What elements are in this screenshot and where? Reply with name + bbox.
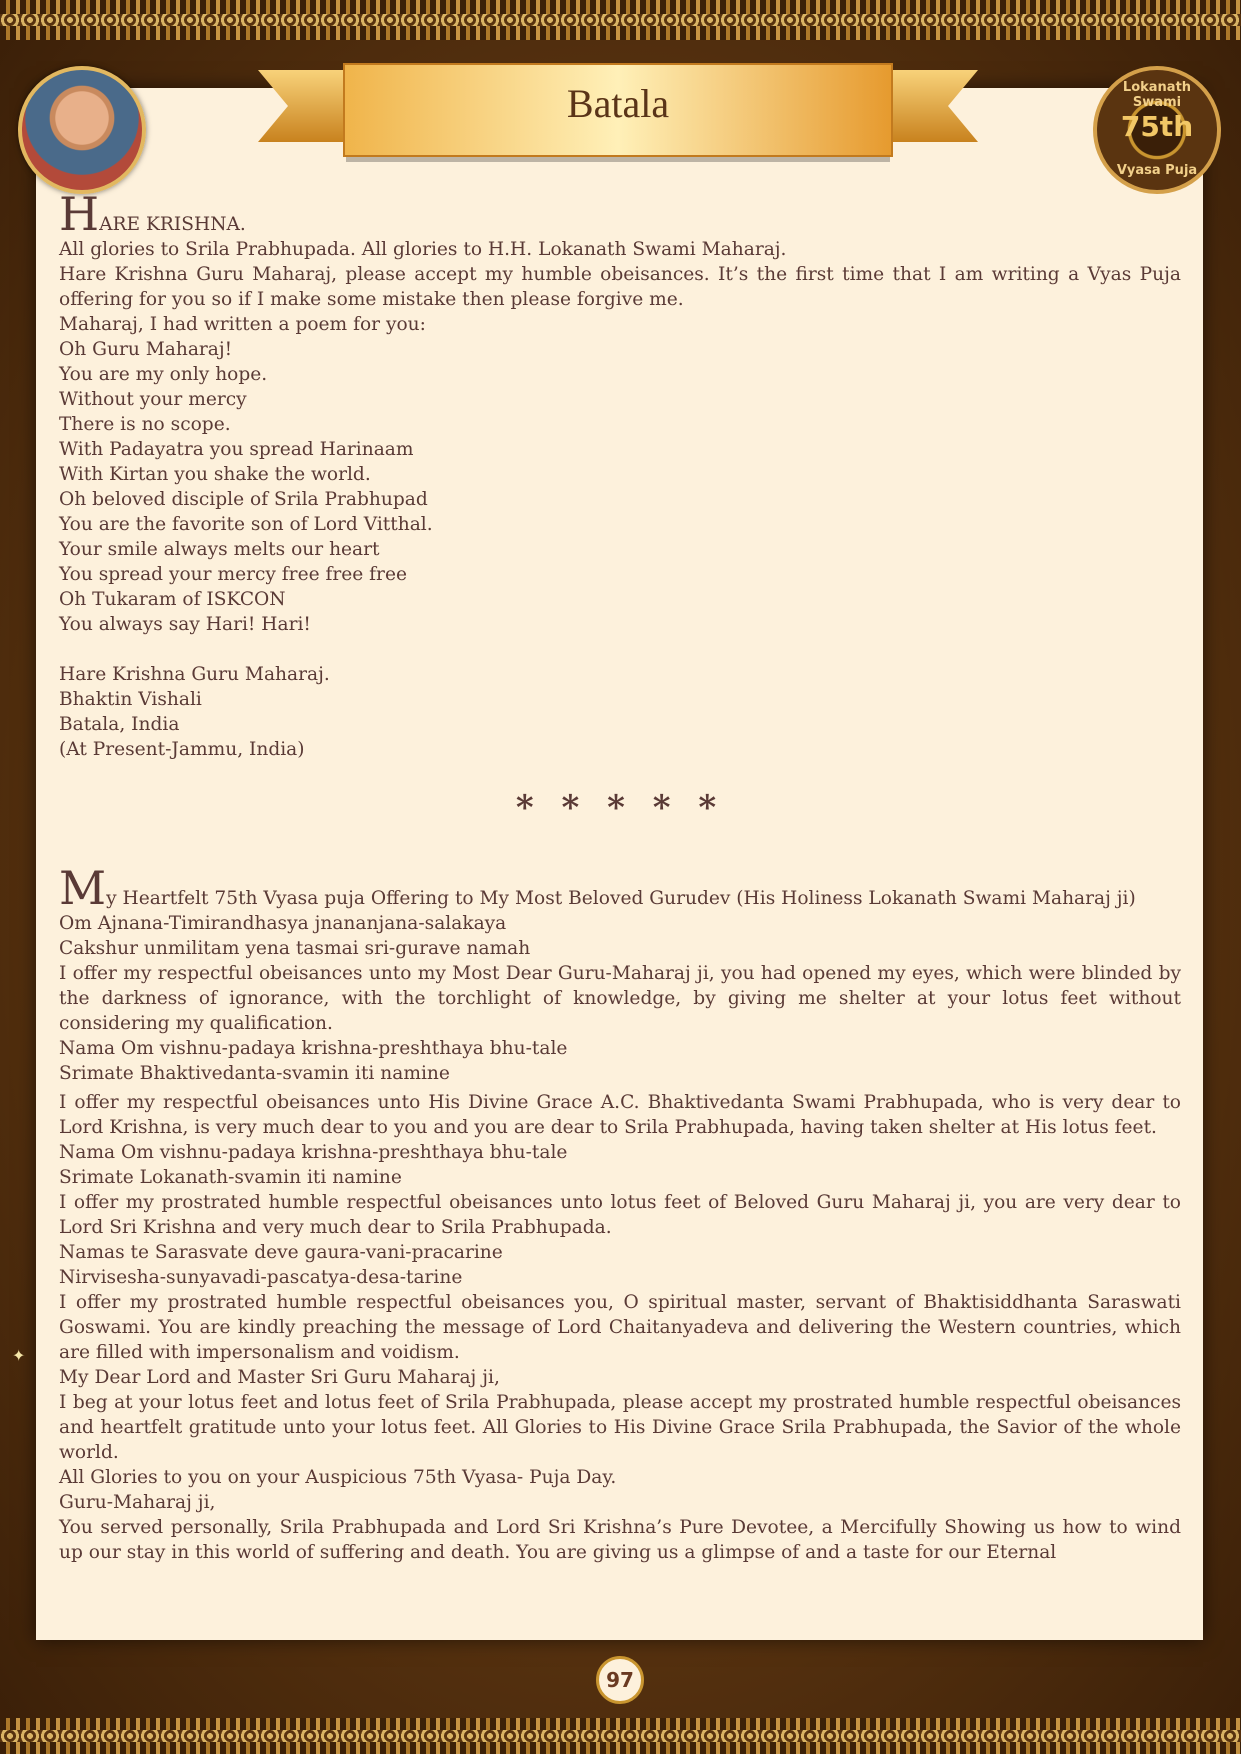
sparkle-icon: ✦ xyxy=(12,1346,26,1365)
mantra-line: Nama Om vishnu-padaya krishna-preshthaya bhu-tale xyxy=(59,1142,568,1163)
top-decorative-border xyxy=(0,0,1241,40)
poem-line: Oh Tukaram of ISKCON xyxy=(59,589,286,610)
poem-line: Oh Guru Maharaj! xyxy=(59,339,233,360)
guru-portrait-photo xyxy=(18,66,146,194)
poem-line: Oh beloved disciple of Srila Prabhupad xyxy=(59,489,428,510)
dropcap: M xyxy=(59,861,107,915)
bottom-decorative-border xyxy=(0,1718,1241,1754)
dropcap: H xyxy=(59,187,100,241)
title-banner xyxy=(258,50,978,170)
mantra-line: Nirvisesha-sunyavadi-pascatya-desa-tarine xyxy=(59,1267,463,1288)
seal-number: 75th xyxy=(1120,110,1194,143)
poem-line: You are my only hope. xyxy=(59,364,268,385)
signature-line: Hare Krishna Guru Maharaj. xyxy=(59,664,330,685)
poem-line: Your smile always melts our heart xyxy=(59,539,380,560)
signature-line: Batala, India xyxy=(59,714,180,735)
poem-line: You always say Hari! Hari! xyxy=(59,614,311,635)
poem-line: Without your mercy xyxy=(59,389,247,410)
text-line: I offer my prostrated humble respectful obeisances unto lotus feet of Beloved Guru Maharaj ji, you are very dear to Lord Sri Krishna and very much dear to Srila Prabhupada. xyxy=(59,1192,1181,1238)
text-line: Maharaj, I had written a poem for you: xyxy=(59,314,426,335)
mantra-line: Om Ajnana-Timirandhasya jnananjana-salakaya xyxy=(59,913,507,934)
page-title: Batala xyxy=(566,81,670,126)
poem-line: You spread your mercy free free free xyxy=(59,564,407,585)
text-line: Hare Krishna Guru Maharaj, please accept my humble obeisances. It’s the first time that I am writing a Vyas Puja offering for you so if I make some mistake then please forgive me. xyxy=(59,264,1181,310)
text-line: I beg at your lotus feet and lotus feet of Srila Prabhupada, please accept my prostrated humble respectful obeisances and heartfelt gratitude unto your lotus feet. All Glories to His Divine Grace Srila Prabhupada, the Savior of the whole world. xyxy=(59,1392,1181,1463)
text-line: You served personally, Srila Prabhupada and Lord Sri Krishna’s Pure Devotee, a Mercifully Showing us how to wind up our stay in this world of suffering and death. You are giving us a glimpse of and a taste for our Eternal xyxy=(59,1517,1181,1563)
vyasa-puja-75th-seal-logo xyxy=(1093,66,1221,194)
text-line: All Glories to you on your Auspicious 75th Vyasa- Puja Day. xyxy=(59,1467,617,1488)
poem-line: You are the favorite son of Lord Vitthal. xyxy=(59,514,433,535)
text-line: My Dear Lord and Master Sri Guru Maharaj ji, xyxy=(59,1367,500,1388)
text-line: All glories to Srila Prabhupada. All glories to H.H. Lokanath Swami Maharaj. xyxy=(59,239,787,260)
mantra-line: Cakshur unmilitam yena tasmai sri-gurave namah xyxy=(59,938,531,959)
poem-line: There is no scope. xyxy=(59,414,231,435)
page-number: 97 xyxy=(596,1656,644,1704)
poem-line: With Kirtan you shake the world. xyxy=(59,464,371,485)
text-line: Guru-Maharaj ji, xyxy=(59,1492,216,1513)
section-separator: * * * * * xyxy=(515,788,725,828)
mantra-line: Srimate Bhaktivedanta-svamin iti namine xyxy=(59,1063,450,1084)
seal-bottom-text: Vyasa Puja xyxy=(1116,163,1198,178)
offering-content xyxy=(59,187,1181,1565)
text-line: I offer my respectful obeisances unto my Most Dear Guru-Maharaj ji, you had opened my eyes, which were blinded by the darkness of ignorance, with the torchlight of knowledge, by giving me shelter at your lotus feet without considering my qualification. xyxy=(59,963,1181,1034)
offering2-heading: My Heartfelt 75th Vyasa puja Offering to My Most Beloved Gurudev (His Holiness Lokanath Swami Maharaj ji) xyxy=(59,861,1136,915)
signature-line: Bhaktin Vishali xyxy=(59,689,202,710)
mantra-line: Nama Om vishnu-padaya krishna-preshthaya bhu-tale xyxy=(59,1038,568,1059)
text-line: I offer my prostrated humble respectful obeisances you, O spiritual master, servant of Bhaktisiddhanta Saraswati Goswami. You are kindly preaching the message of Lord Chaitanyadeva and delivering the Western countries, which are filled with impersonalism and voidism. xyxy=(59,1292,1181,1363)
offering1-heading: HARE KRISHNA. xyxy=(59,187,246,241)
seal-top-text: Lokanath Swami xyxy=(1122,80,1192,110)
text-line: I offer my respectful obeisances unto His Divine Grace A.C. Bhaktivedanta Swami Prabhupada, who is very dear to Lord Krishna, is very much dear to you and you are dear to Srila Prabhupada, having taken shelter at His lotus feet. xyxy=(59,1092,1181,1138)
signature-line: (At Present-Jammu, India) xyxy=(59,739,305,760)
mantra-line: Srimate Lokanath-svamin iti namine xyxy=(59,1167,402,1188)
poem-line: With Padayatra you spread Harinaam xyxy=(59,439,414,460)
mantra-line: Namas te Sarasvate deve gaura-vani-pracarine xyxy=(59,1242,503,1263)
